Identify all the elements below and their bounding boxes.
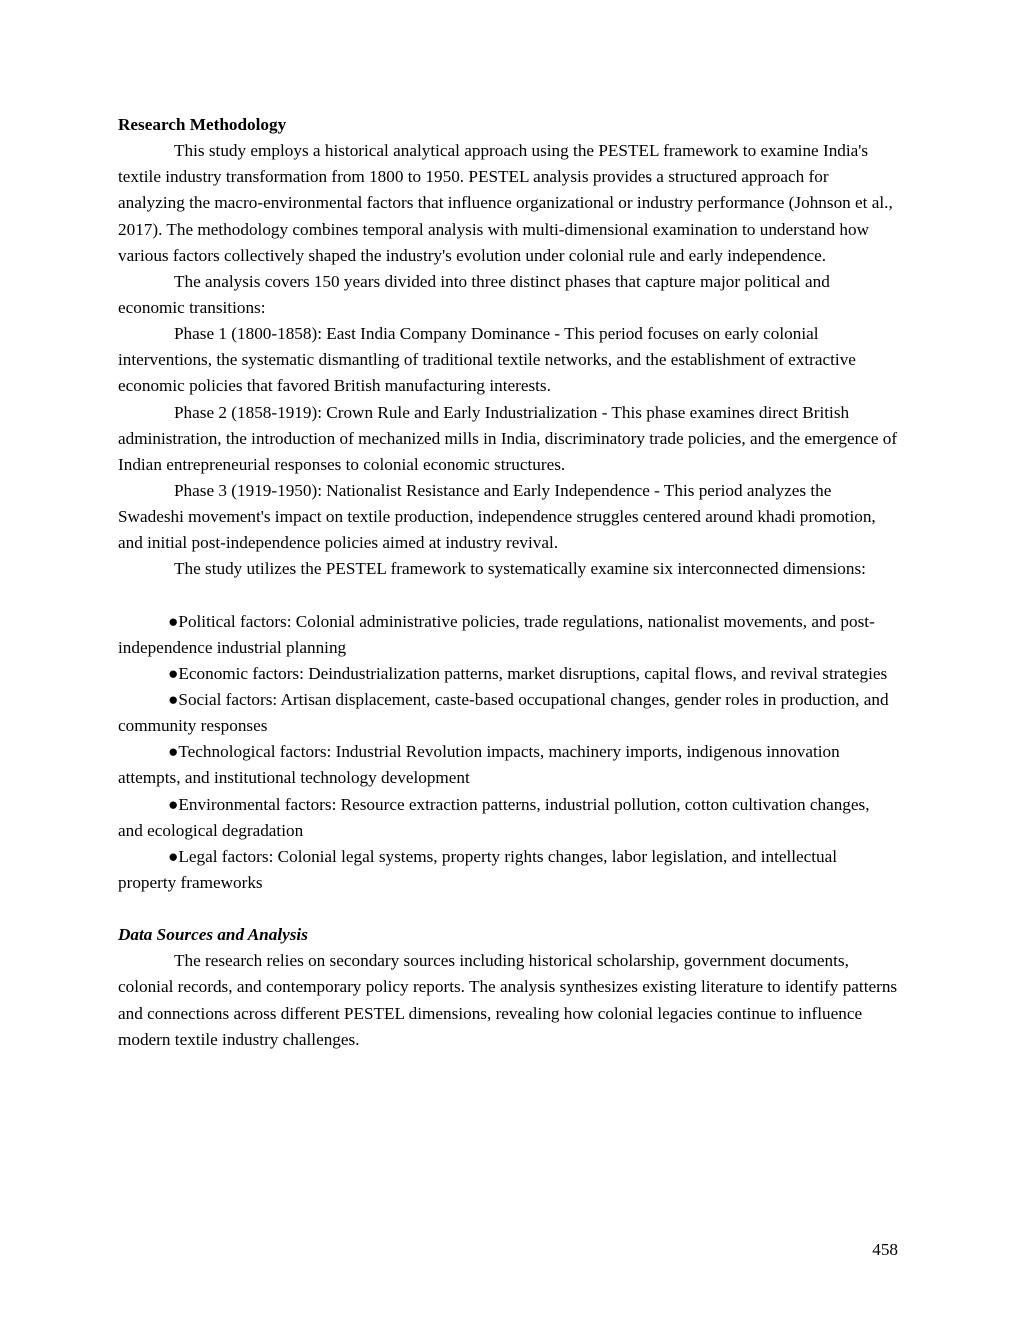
list-item: ●Political factors: Colonial administrative policies, trade regulations, nationalist movements, and post-independence industrial planning: [118, 611, 875, 657]
list-item: ●Technological factors: Industrial Revolution impacts, machinery imports, indigenous innovation attempts, and institutional technology development: [118, 742, 840, 788]
paragraph-spacer: [118, 583, 898, 609]
list-item: ●Environmental factors: Resource extraction patterns, industrial pollution, cotton cultivation changes, and ecological degradation: [118, 794, 870, 840]
section-spacer: [118, 896, 898, 922]
paragraph: Phase 1 (1800-1858): East India Company Dominance - This period focuses on early colonial interventions, the systematic dismantling of traditional textile networks, and the establishment of extractive economic policies that favored British manufacturing interests.: [118, 324, 856, 396]
paragraph: The research relies on secondary sources including historical scholarship, government documents, colonial records, and contemporary policy reports. The analysis synthesizes existing literature to identify patterns and connections across different PESTEL dimensions, revealing how colonial legacies continue to influence modern textile industry challenges.: [118, 951, 898, 1049]
paragraph: Phase 2 (1858-1919): Crown Rule and Early Industrialization - This phase examines direct British administration, the introduction of mechanized mills in India, discriminatory trade policies, and the emergence of Indian entrepreneurial responses to colonial economic structures.: [118, 402, 898, 474]
paragraph: The study utilizes the PESTEL framework to systematically examine six interconnected dimensions:: [174, 559, 866, 579]
section-heading-data-sources-and-analysis: Data Sources and Analysis: [118, 925, 308, 945]
paragraph: This study employs a historical analytical approach using the PESTEL framework to examine India's textile industry transformation from 1800 to 1950. PESTEL analysis provides a structured approach for analyzing the macro-environmental factors that influence organizational or industry performance (Johnson et al., 2017). The methodology combines temporal analysis with multi-dimensional examination to understand how various factors collectively shaped the industry's evolution under colonial rule and early independence.: [118, 141, 893, 265]
section-heading-research-methodology: Research Methodology: [118, 115, 287, 134]
list-item: ●Economic factors: Deindustrialization patterns, market disruptions, capital flows, and revival strategies: [168, 663, 888, 683]
paragraph: The analysis covers 150 years divided into three distinct phases that capture major political and economic transitions:: [118, 271, 830, 317]
document-body: [118, 112, 898, 1053]
list-item: ●Legal factors: Colonial legal systems, property rights changes, labor legislation, and intellectual property frameworks: [118, 846, 838, 892]
page-number: 458: [872, 1239, 898, 1259]
paragraph: Phase 3 (1919-1950): Nationalist Resistance and Early Independence - This period analyzes the Swadeshi movement's impact on textile production, independence struggles centered around khadi promotion, and initial post-independence policies aimed at industry revival.: [118, 480, 876, 553]
list-item: ●Social factors: Artisan displacement, caste-based occupational changes, gender roles in production, and community responses: [118, 689, 889, 736]
